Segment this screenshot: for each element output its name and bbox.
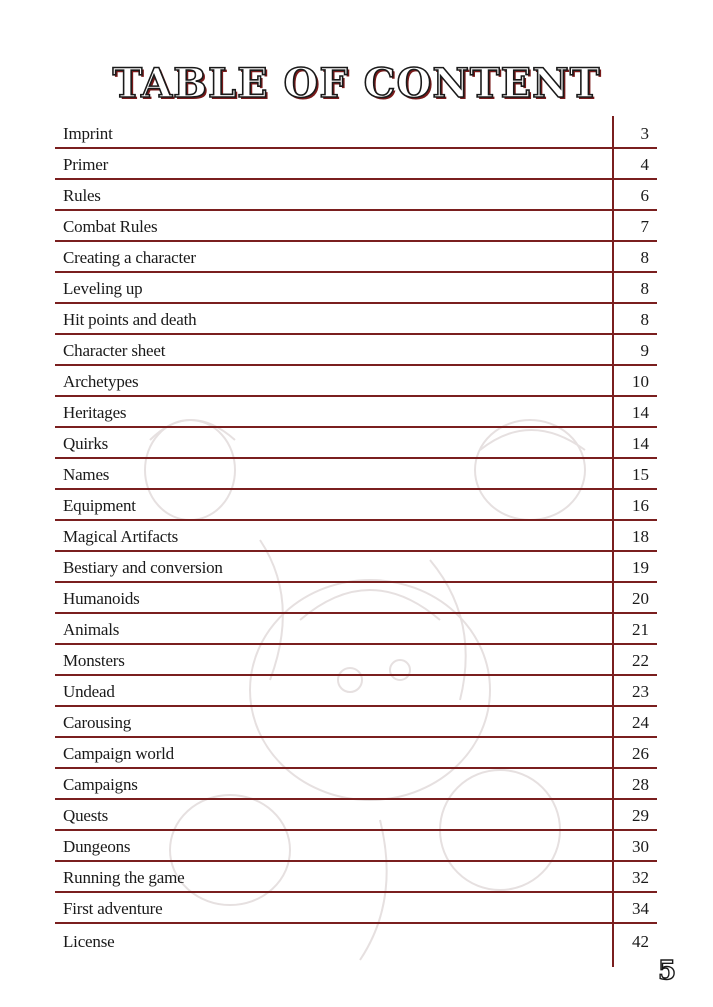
toc-entry[interactable] <box>55 459 657 490</box>
toc-entry-page: 32 <box>632 868 649 887</box>
toc-entry[interactable] <box>55 366 657 397</box>
toc-entry-page: 28 <box>632 775 649 794</box>
toc-entry-page: 6 <box>640 186 649 205</box>
toc-entry-label: Primer <box>63 155 109 174</box>
toc-entry[interactable] <box>55 676 657 707</box>
toc-entry[interactable] <box>55 738 657 769</box>
toc-entry-label: Rules <box>63 186 101 205</box>
toc-entry-label: Campaign world <box>63 744 174 763</box>
toc-entry-label: Carousing <box>63 713 132 732</box>
toc-entry-label: Leveling up <box>63 279 143 298</box>
toc-entry[interactable] <box>55 893 657 924</box>
toc-entry[interactable] <box>55 924 657 955</box>
toc-entry-label: Combat Rules <box>63 217 158 236</box>
toc-entry-page: 10 <box>632 372 649 391</box>
toc-entry[interactable] <box>55 242 657 273</box>
toc-entry[interactable] <box>55 335 657 366</box>
toc-entry-label: Dungeons <box>63 837 131 856</box>
toc-entry[interactable] <box>55 800 657 831</box>
toc-entry-page: 15 <box>632 465 649 484</box>
toc-entry-page: 22 <box>632 651 649 670</box>
toc-entry[interactable] <box>55 707 657 738</box>
toc-entry-label: Running the game <box>63 868 185 887</box>
toc-entry-label: Imprint <box>63 124 113 143</box>
toc-entry-page: 9 <box>640 341 649 360</box>
toc-entry-page: 14 <box>632 434 649 453</box>
toc-entry-page: 23 <box>632 682 649 701</box>
toc-entry-page: 8 <box>640 279 649 298</box>
toc-entry-page: 42 <box>632 932 649 951</box>
toc-entry[interactable] <box>55 552 657 583</box>
toc-entry[interactable] <box>55 769 657 800</box>
toc-entry[interactable] <box>55 118 657 149</box>
toc-entry-page: 34 <box>632 899 649 918</box>
toc-entry-page: 30 <box>632 837 649 856</box>
toc-entry-label: Magical Artifacts <box>63 527 179 546</box>
toc-entry-label: First adventure <box>63 899 163 918</box>
toc-entry[interactable] <box>55 521 657 552</box>
toc-entry-label: Undead <box>63 682 115 701</box>
toc-entry[interactable] <box>55 614 657 645</box>
toc-entry-label: Names <box>63 465 110 484</box>
toc-entry-label: Equipment <box>63 496 136 515</box>
toc-entry-label: Quests <box>63 806 109 825</box>
toc-entry-label: License <box>63 932 115 951</box>
toc-entry[interactable] <box>55 645 657 676</box>
toc-entry-label: Campaigns <box>63 775 138 794</box>
toc-entry-page: 29 <box>632 806 649 825</box>
toc-entry[interactable] <box>55 180 657 211</box>
toc-entry[interactable] <box>55 583 657 614</box>
toc-entry[interactable] <box>55 490 657 521</box>
toc-entry-label: Monsters <box>63 651 125 670</box>
toc-entry-label: Animals <box>63 620 120 639</box>
toc-entry-label: Quirks <box>63 434 109 453</box>
toc-entry[interactable] <box>55 149 657 180</box>
toc-entry-page: 3 <box>640 124 649 143</box>
toc-entry-page: 26 <box>632 744 649 763</box>
toc-entry[interactable] <box>55 211 657 242</box>
toc-entry-page: 20 <box>632 589 649 608</box>
toc-entry-page: 8 <box>640 310 649 329</box>
toc-entry-page: 4 <box>640 155 649 174</box>
toc-entry[interactable] <box>55 273 657 304</box>
page-title: TABLE OF CONTENT <box>112 60 601 107</box>
toc-entry-page: 7 <box>640 217 649 236</box>
table-of-contents <box>55 118 657 955</box>
toc-entry[interactable] <box>55 831 657 862</box>
toc-entry-page: 14 <box>632 403 649 422</box>
toc-entry-label: Hit points and death <box>63 310 197 329</box>
toc-entry-label: Character sheet <box>63 341 166 360</box>
toc-entry-label: Bestiary and conversion <box>63 558 223 577</box>
toc-entry[interactable] <box>55 397 657 428</box>
toc-entry[interactable] <box>55 862 657 893</box>
toc-entry-page: 18 <box>632 527 649 546</box>
page-number: 5 <box>658 956 677 986</box>
toc-entry-label: Creating a character <box>63 248 196 267</box>
toc-entry-page: 21 <box>632 620 649 639</box>
toc-entry-page: 16 <box>632 496 649 515</box>
toc-entry-label: Heritages <box>63 403 127 422</box>
toc-entry[interactable] <box>55 304 657 335</box>
toc-entry-page: 8 <box>640 248 649 267</box>
toc-entry-page: 24 <box>632 713 649 732</box>
toc-entry-page: 19 <box>632 558 649 577</box>
toc-entry[interactable] <box>55 428 657 459</box>
toc-entry-label: Humanoids <box>63 589 140 608</box>
toc-entry-label: Archetypes <box>63 372 139 391</box>
